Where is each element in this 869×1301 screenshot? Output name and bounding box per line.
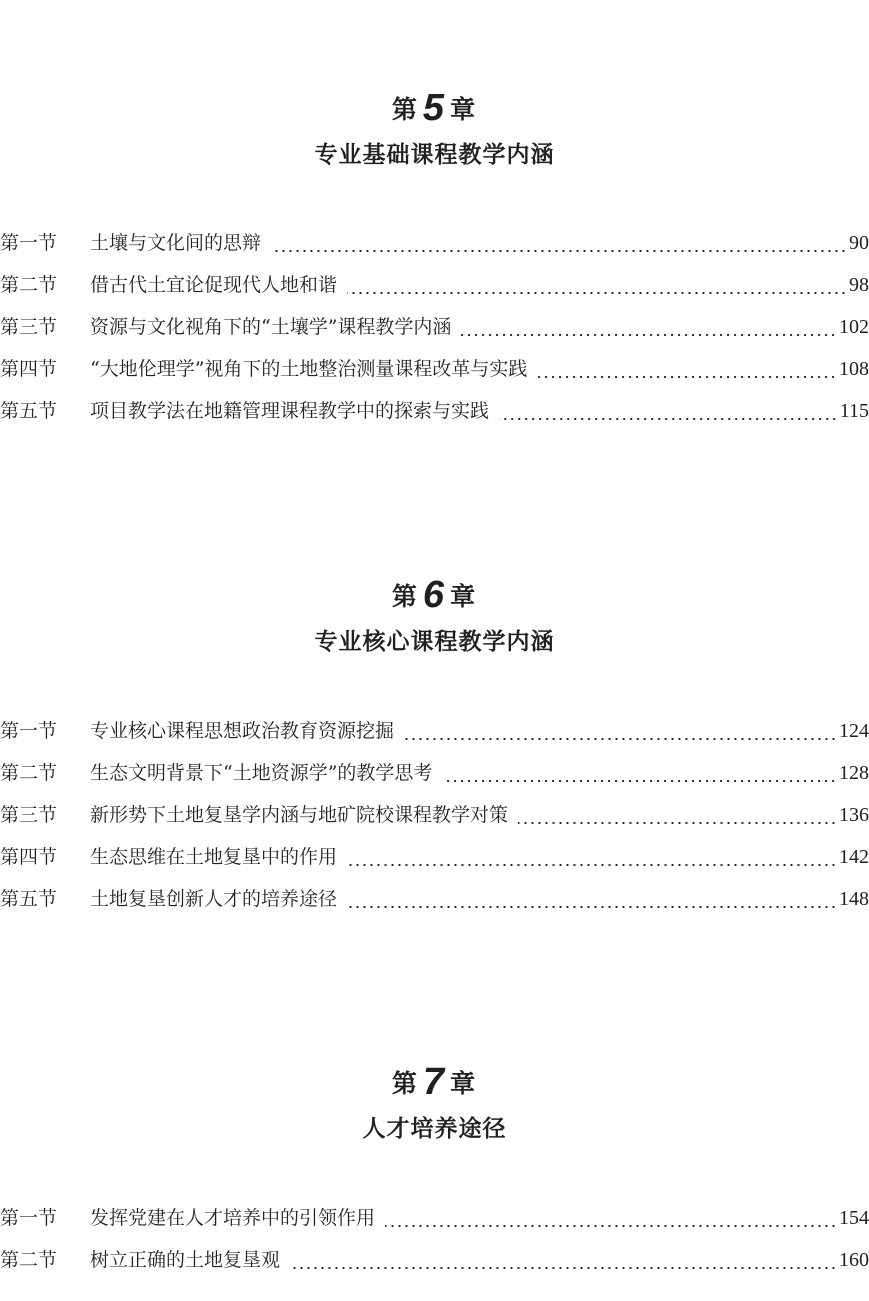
chapter-number-line (0, 1062, 869, 1104)
dot-leader (537, 376, 837, 378)
section-title: 资源与文化视角下的“土壤学”课程教学内涵 (90, 316, 452, 338)
section-title: 生态思维在土地复垦中的作用 (90, 846, 338, 868)
section-number: 第四节 (0, 358, 58, 380)
toc-list-chapter-6 (0, 710, 869, 920)
toc-entry[interactable] (0, 878, 869, 920)
section-title: 借古代土宜论促现代人地和谐 (90, 274, 338, 296)
toc-list-chapter-7 (0, 1197, 869, 1281)
chapter-number: 7 (422, 1061, 447, 1103)
chapter-6 (0, 575, 869, 659)
page-number: 98 (849, 274, 869, 296)
dot-leader (404, 738, 837, 740)
chapter-suffix: 章 (450, 1069, 478, 1098)
section-number: 第三节 (0, 316, 58, 338)
section-number: 第二节 (0, 1249, 58, 1271)
toc-entry[interactable] (0, 836, 869, 878)
section-number: 第五节 (0, 888, 58, 910)
toc-entry[interactable] (0, 348, 869, 390)
page-number: 102 (839, 316, 869, 338)
toc-entry[interactable] (0, 264, 869, 306)
page-number: 142 (839, 846, 869, 868)
chapter-title: 专业核心课程教学内涵 (314, 629, 555, 655)
chapter-5 (0, 88, 869, 172)
toc-entry[interactable] (0, 794, 869, 836)
chapter-heading (0, 575, 869, 659)
section-number: 第三节 (0, 804, 58, 826)
section-title: 项目教学法在地籍管理课程教学中的探索与实践 (90, 400, 490, 422)
toc-entry[interactable] (0, 390, 869, 432)
section-number: 第一节 (0, 720, 58, 742)
page-number: 148 (839, 888, 869, 910)
chapter-7 (0, 1062, 869, 1146)
chapter-prefix: 第 (391, 582, 419, 611)
toc-entry[interactable] (0, 710, 869, 752)
section-number: 第五节 (0, 400, 58, 422)
chapter-number-line (0, 575, 869, 617)
section-number: 第二节 (0, 762, 58, 784)
dot-leader (499, 418, 838, 420)
chapter-suffix: 章 (450, 95, 478, 124)
chapter-prefix: 第 (391, 95, 419, 124)
dot-leader (518, 822, 837, 824)
toc-entry[interactable] (0, 222, 869, 264)
chapter-title: 专业基础课程教学内涵 (314, 142, 555, 168)
chapter-heading (0, 88, 869, 172)
section-title: 土壤与文化间的思辩 (90, 232, 262, 254)
dot-leader (442, 780, 837, 782)
dot-leader (271, 250, 847, 252)
section-number: 第四节 (0, 846, 58, 868)
toc-list-chapter-5 (0, 222, 869, 432)
section-number: 第一节 (0, 232, 58, 254)
toc-entry[interactable] (0, 1239, 869, 1281)
dot-leader (347, 906, 837, 908)
chapter-title: 人才培养途径 (362, 1116, 507, 1142)
page-number: 108 (839, 358, 869, 380)
dot-leader (347, 864, 837, 866)
page-number: 128 (839, 762, 869, 784)
section-title: 树立正确的土地复垦观 (90, 1249, 281, 1271)
toc-entry[interactable] (0, 306, 869, 348)
section-number: 第二节 (0, 274, 58, 296)
toc-entry[interactable] (0, 752, 869, 794)
page-number: 90 (849, 232, 869, 254)
chapter-number-line (0, 88, 869, 130)
section-title: 新形势下土地复垦学内涵与地矿院校课程教学对策 (90, 804, 509, 826)
dot-leader (461, 334, 837, 336)
section-title: 发挥党建在人才培养中的引领作用 (90, 1207, 376, 1229)
chapter-number: 5 (422, 87, 447, 129)
section-title: “大地伦理学”视角下的土地整治测量课程改革与实践 (90, 358, 528, 380)
section-title: 专业核心课程思想政治教育资源挖掘 (90, 720, 395, 742)
page-number: 160 (839, 1249, 869, 1271)
page-number: 115 (839, 400, 869, 422)
dot-leader (385, 1225, 837, 1227)
dot-leader (347, 292, 847, 294)
page-number: 136 (839, 804, 869, 826)
section-title: 土地复垦创新人才的培养途径 (90, 888, 338, 910)
section-number: 第一节 (0, 1207, 58, 1229)
page-number: 124 (839, 720, 869, 742)
chapter-prefix: 第 (391, 1069, 419, 1098)
dot-leader (290, 1267, 837, 1269)
chapter-suffix: 章 (450, 582, 478, 611)
chapter-heading (0, 1062, 869, 1146)
toc-entry[interactable] (0, 1197, 869, 1239)
chapter-number: 6 (422, 574, 447, 616)
section-title: 生态文明背景下“土地资源学”的教学思考 (90, 762, 433, 784)
page-number: 154 (839, 1207, 869, 1229)
